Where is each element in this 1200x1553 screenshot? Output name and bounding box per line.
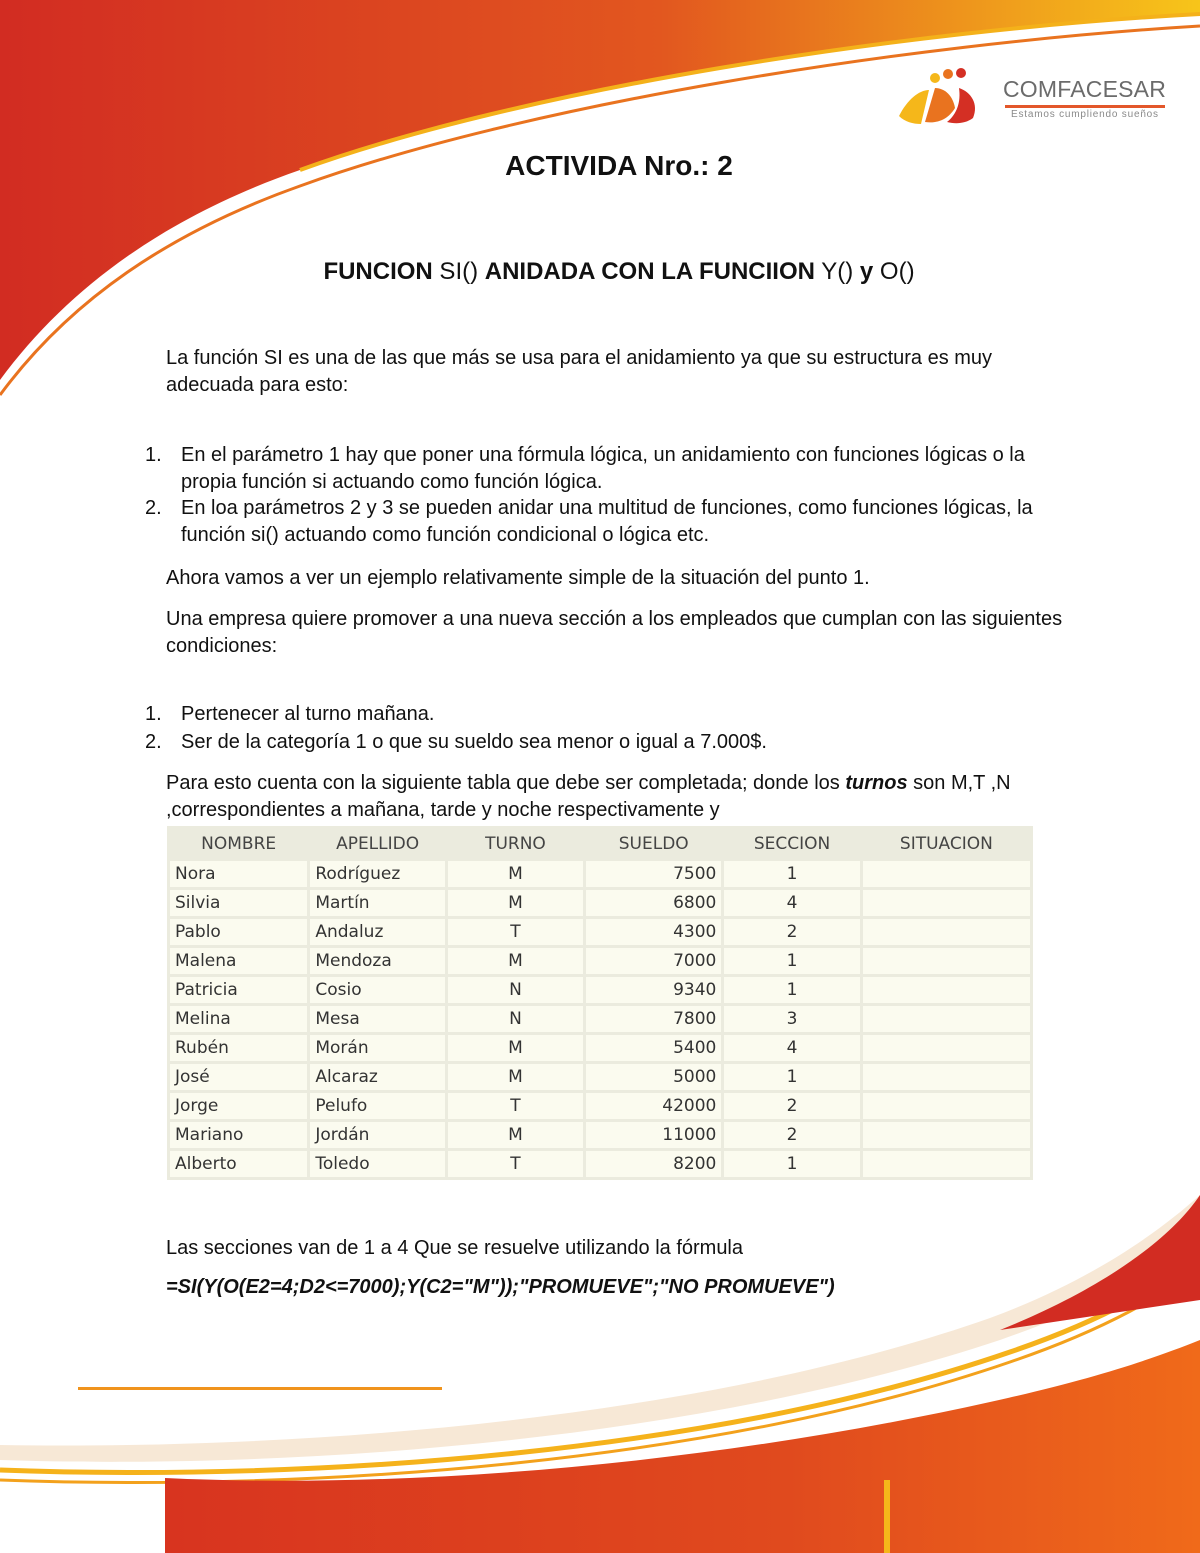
table-header-row [170, 829, 1030, 858]
cell-apellido: Pelufo [310, 1093, 445, 1119]
cell-situacion [863, 1035, 1030, 1061]
table-row [170, 1064, 1030, 1090]
list-text: En el parámetro 1 hay que poner una fórmula lógica, un anidamiento con funciones lógicas o la propia función si actuando como función lógica. [181, 444, 1025, 493]
header-seccion: SECCION [724, 829, 859, 858]
table-intro-emphasis: turnos [845, 772, 908, 794]
cell-sueldo: 11000 [586, 1122, 721, 1148]
company-paragraph: Una empresa quiere promover a una nueva sección a los empleados que cumplan con las siguientes condiciones: [166, 608, 1063, 657]
cell-situacion [863, 1006, 1030, 1032]
cell-sueldo: 4300 [586, 919, 721, 945]
table-intro-paragraph [166, 770, 1076, 824]
cell-nombre: José [170, 1064, 307, 1090]
cell-situacion [863, 1122, 1030, 1148]
top-swoosh [0, 0, 1200, 395]
cell-situacion [863, 977, 1030, 1003]
subtitle-part-4: Y() [814, 258, 860, 285]
cell-sueldo: 6800 [586, 890, 721, 916]
subtitle-part-5: y [859, 258, 874, 285]
cell-situacion [863, 1093, 1030, 1119]
cell-nombre: Patricia [170, 977, 307, 1003]
cell-apellido: Andaluz [310, 919, 445, 945]
cell-apellido: Mesa [310, 1006, 445, 1032]
formula-text: =SI(Y(O(E2=4;D2<=7000);Y(C2="M"));"PROMUEVE";"NO PROMUEVE") [166, 1276, 835, 1298]
employees-table [167, 826, 1033, 1180]
cell-apellido: Morán [310, 1035, 445, 1061]
cell-seccion: 3 [724, 1006, 859, 1032]
table-row [170, 1122, 1030, 1148]
subtitle-part-2: SI() [432, 258, 485, 285]
cell-nombre: Jorge [170, 1093, 307, 1119]
cell-turno: M [448, 1035, 583, 1061]
cell-apellido: Mendoza [310, 948, 445, 974]
sections-paragraph: Las secciones van de 1 a 4 Que se resuelve utilizando la fórmula [166, 1237, 744, 1259]
cell-sueldo: 5400 [586, 1035, 721, 1061]
table-row [170, 919, 1030, 945]
cell-turno: M [448, 1064, 583, 1090]
table-row [170, 1151, 1030, 1177]
cell-seccion: 1 [724, 861, 859, 887]
cell-apellido: Alcaraz [310, 1064, 445, 1090]
header-nombre: NOMBRE [170, 829, 307, 858]
cell-turno: M [448, 890, 583, 916]
cell-nombre: Mariano [170, 1122, 307, 1148]
table-body [170, 861, 1030, 1177]
example-intro-paragraph: Ahora vamos a ver un ejemplo relativamente simple de la situación del punto 1. [166, 567, 870, 589]
cell-turno: T [448, 1151, 583, 1177]
cell-apellido: Cosio [310, 977, 445, 1003]
cell-turno: N [448, 1006, 583, 1032]
document-title: ACTIVIDA Nro.: 2 [505, 150, 733, 181]
cell-nombre: Alberto [170, 1151, 307, 1177]
cell-seccion: 4 [724, 1035, 859, 1061]
cell-nombre: Silvia [170, 890, 307, 916]
header-situacion: SITUACION [863, 829, 1030, 858]
cell-situacion [863, 1151, 1030, 1177]
table-row [170, 948, 1030, 974]
cell-turno: N [448, 977, 583, 1003]
cell-sueldo: 42000 [586, 1093, 721, 1119]
logo-tagline: Estamos cumpliendo sueños [1011, 109, 1159, 120]
subtitle-part-1: FUNCION [323, 258, 433, 285]
table-row [170, 1006, 1030, 1032]
list-number: 2. [145, 497, 162, 519]
cell-turno: M [448, 1122, 583, 1148]
list-number: 1. [145, 444, 162, 466]
cell-sueldo: 7800 [586, 1006, 721, 1032]
cell-seccion: 1 [724, 1064, 859, 1090]
cell-situacion [863, 861, 1030, 887]
document-subtitle [0, 258, 1200, 286]
list-text: Ser de la categoría 1 o que su sueldo sea menor o igual a 7.000$. [181, 731, 767, 753]
cell-situacion [863, 890, 1030, 916]
logo-name: COMFACESAR [1003, 76, 1167, 102]
cell-turno: M [448, 948, 583, 974]
cell-nombre: Melina [170, 1006, 307, 1032]
cell-apellido: Rodríguez [310, 861, 445, 887]
cell-situacion [863, 919, 1030, 945]
list-text: Pertenecer al turno mañana. [181, 703, 435, 725]
cell-seccion: 1 [724, 1151, 859, 1177]
footer-line [78, 1387, 442, 1390]
cell-sueldo: 9340 [586, 977, 721, 1003]
list-text: En loa parámetros 2 y 3 se pueden anidar una multitud de funciones, como funciones lógicas, la función si() actuando como función condicional o lógica etc. [181, 497, 1033, 546]
table-row [170, 977, 1030, 1003]
cell-seccion: 2 [724, 1093, 859, 1119]
cell-seccion: 2 [724, 1122, 859, 1148]
table-row [170, 861, 1030, 887]
cell-seccion: 4 [724, 890, 859, 916]
list-number: 1. [145, 703, 162, 725]
cell-apellido: Jordán [310, 1122, 445, 1148]
company-logo [895, 66, 1175, 132]
header-sueldo: SUELDO [586, 829, 721, 858]
cell-apellido: Martín [310, 890, 445, 916]
header-apellido: APELLIDO [310, 829, 445, 858]
cell-sueldo: 8200 [586, 1151, 721, 1177]
logo-mark-icon [895, 66, 995, 132]
cell-turno: T [448, 1093, 583, 1119]
table-intro-c: son M,T ,N ,correspondientes a mañana, tarde y noche respectivamente y [166, 772, 1011, 821]
table-row [170, 890, 1030, 916]
cell-seccion: 1 [724, 948, 859, 974]
cell-sueldo: 7500 [586, 861, 721, 887]
logo-underline [1005, 105, 1165, 108]
cell-turno: M [448, 861, 583, 887]
cell-nombre: Rubén [170, 1035, 307, 1061]
table-intro-a: Para esto cuenta con la siguiente tabla que debe ser completada; donde los [166, 772, 846, 794]
cell-turno: T [448, 919, 583, 945]
list-number: 2. [145, 731, 162, 753]
cell-seccion: 1 [724, 977, 859, 1003]
subtitle-part-6: O() [873, 258, 915, 285]
cell-nombre: Nora [170, 861, 307, 887]
table-row [170, 1093, 1030, 1119]
cell-apellido: Toledo [310, 1151, 445, 1177]
cell-nombre: Malena [170, 948, 307, 974]
cell-nombre: Pablo [170, 919, 307, 945]
cell-sueldo: 5000 [586, 1064, 721, 1090]
table-row [170, 1035, 1030, 1061]
cell-sueldo: 7000 [586, 948, 721, 974]
cell-seccion: 2 [724, 919, 859, 945]
subtitle-part-3: ANIDADA CON LA FUNCIION [484, 258, 815, 285]
header-turno: TURNO [448, 829, 583, 858]
cell-situacion [863, 1064, 1030, 1090]
intro-paragraph: La función SI es una de las que más se usa para el anidamiento ya que su estructura es muy adecuada para esto: [166, 347, 993, 396]
cell-situacion [863, 948, 1030, 974]
